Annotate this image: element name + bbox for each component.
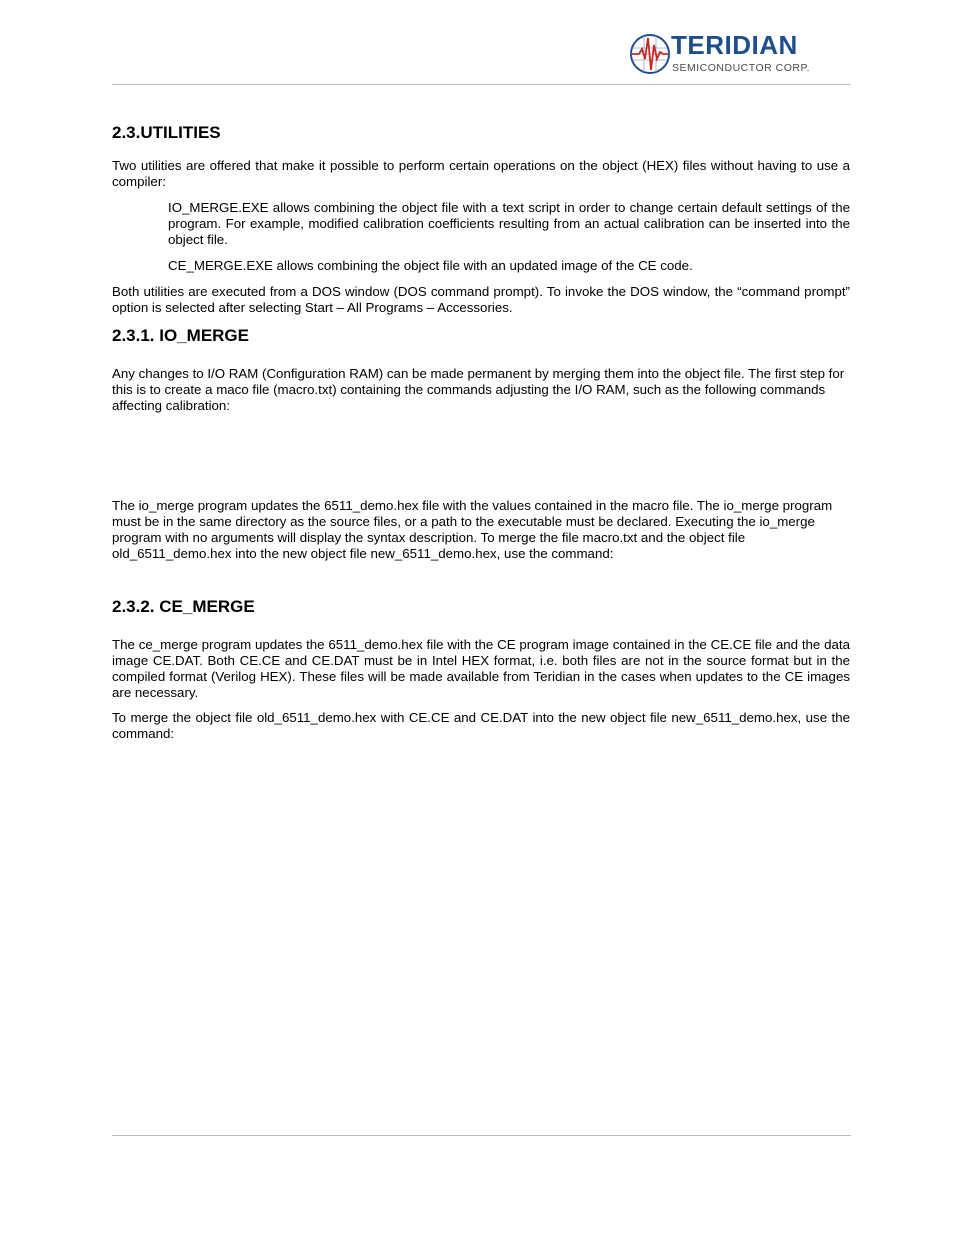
utilities-item-io-merge: IO_MERGE.EXE allows combining the object file with a text script in order to change certain default settings of the program. For example, modified calibration coefficients resulting from an actual calibration can be inserted into the object file. — [168, 200, 850, 247]
ce-merge-para2: To merge the object file old_6511_demo.hex with CE.CE and CE.DAT into the new object file new_6511_demo.hex, use the command: — [112, 710, 850, 741]
utilities-item-ce-merge: CE_MERGE.EXE allows combining the object file with an updated image of the CE code. — [168, 258, 693, 273]
io-merge-para2: The io_merge program updates the 6511_demo.hex file with the values contained in the macro file. The io_merge program must be in the same directory as the source files, or a path to the executable must be declared. Executing the io_merge program with no arguments will display the syntax description. To merge the file macro.txt and the object file old_6511_demo.hex into the new object file new_6511_demo.hex, use the command: — [112, 498, 833, 561]
header-rule — [112, 84, 851, 85]
ce-merge-para1: The ce_merge program updates the 6511_demo.hex file with the CE program image contained in the CE.CE file and the data image CE.DAT. Both CE.CE and CE.DAT must be in Intel HEX format, i.e. both files are not in the source format but in the compiled format (Verilog HEX). These files will be made available from Teridian in the cases when updates to the CE images are necessary. — [112, 637, 850, 700]
teridian-logo — [629, 30, 834, 80]
footer-rule — [112, 1135, 851, 1136]
teridian-waveform-icon — [629, 33, 671, 75]
utilities-outro: Both utilities are executed from a DOS window (DOS command prompt). To invoke the DOS window, the “command prompt” option is selected after selecting Start – All Programs – Accessories. — [112, 284, 850, 315]
heading-utilities: 2.3.UTILITIES — [112, 123, 221, 142]
io-merge-para1: Any changes to I/O RAM (Configuration RAM) can be made permanent by merging them into the object file. The first step for this is to create a maco file (macro.txt) containing the commands adjusting the I/O RAM, such as the following commands affecting calibration: — [112, 366, 845, 413]
brand-tagline: SEMICONDUCTOR CORP. — [672, 62, 811, 74]
heading-io-merge: 2.3.1. IO_MERGE — [112, 326, 249, 345]
heading-ce-merge: 2.3.2. CE_MERGE — [112, 597, 255, 616]
utilities-intro: Two utilities are offered that make it possible to perform certain operations on the object (HEX) files without having to use a compiler: — [112, 158, 850, 189]
brand-name: TERIDIAN — [671, 30, 798, 60]
